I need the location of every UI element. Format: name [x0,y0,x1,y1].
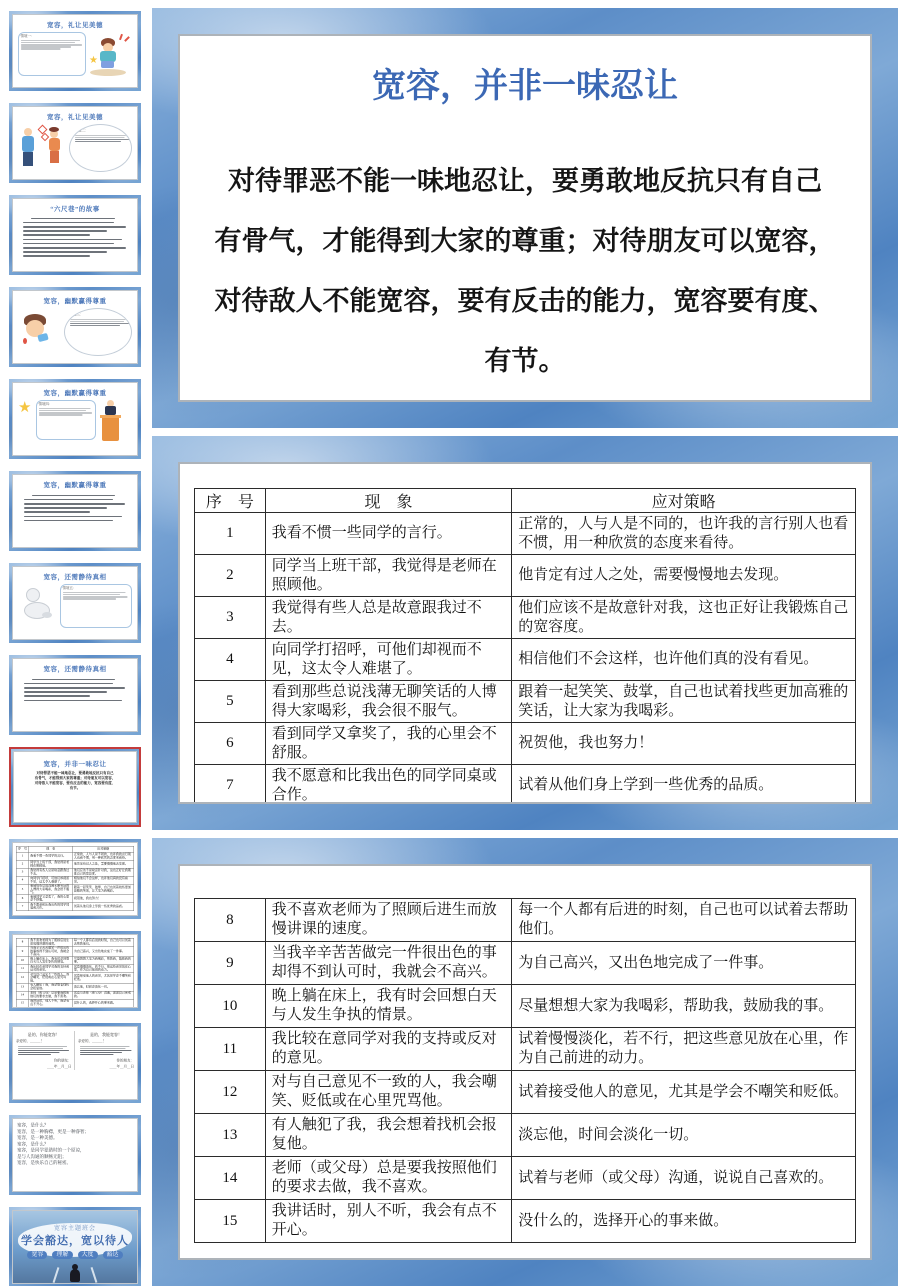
pier-rail [91,1267,97,1283]
slide-thumbnail-10[interactable] [9,839,141,919]
mini-table-1 [16,846,134,916]
text-line: 宽容，是什么？ [17,1122,49,1128]
phenomenon-cell: 看到那些总说浅薄无聊笑话的人博得大家喝彩，我会很不服气。 [29,884,73,894]
thumb-body [14,771,136,791]
strategy-cell: 每一个人都有后进的时刻，自己也可以试着去帮助他们。 [512,899,856,942]
row-number: 7 [195,765,266,805]
strategy-cell: 祝贺他，我也努力！ [73,895,134,903]
speech-bubble [60,584,132,628]
text-line: 有骨气，才能得到大家的尊重；对待朋友可以宽容， [34,776,116,780]
table-row [195,985,856,1028]
phenomenon-cell: 我不愿意和比我出色的同学同桌或合作。 [265,765,512,805]
slide-thumbnail-12[interactable] [9,1023,141,1103]
slide-body [180,151,870,391]
strategy-cell: 他们应该不是故意针对我，这也正好让我锻炼自己的宽容度。 [73,868,134,876]
text-line: 有节。 [69,786,81,790]
slide-page-table-2[interactable] [152,838,898,1286]
phenomenon-cell: 有人触犯了我，我会想着找机会报复他。 [29,983,73,991]
slide-thumbnail-14[interactable] [9,1207,141,1286]
row-number: 12 [195,1071,266,1114]
slide-thumbnail-13[interactable] [9,1115,141,1195]
phenomenon-cell: 我比较在意同学对我的支持或反对的意见。 [29,965,73,973]
phenomenon-cell: 同学当上班干部，我觉得是老师在照顾他。 [265,555,512,597]
table-row [16,946,134,956]
phenomenon-cell: 看到同学又拿奖了，我的心里会不舒服。 [265,723,512,765]
cover-slide [13,1211,137,1283]
mini-table-2 [16,938,134,1008]
phenomenon-cell: 我不愿意和比我出色的同学同桌或合作。 [29,903,73,911]
phenomenon-cell: 老师（或父母）总是要我按照他们的要求去做，我不喜欢。 [29,991,73,999]
figure-3d-icon [18,584,60,630]
thumb-text-placeholder [13,213,137,257]
row-number: 15 [16,999,29,1007]
phenomenon-cell: 向同学打招呼，可他们却视而不见，这太令人难堪了。 [29,876,73,884]
phenomenon-cell: 看到那些总说浅薄无聊笑话的人博得大家喝彩，我会很不服气。 [265,681,512,723]
table-row [16,983,134,991]
cloud-bubble [69,124,132,172]
slide-page-current[interactable] [152,8,898,428]
phenomenon-cell: 我看不惯一些同学的言行。 [29,852,73,860]
row-number: 1 [195,513,266,555]
letter-signature: 你的朋友： [54,1058,72,1063]
row-number: 13 [16,983,29,991]
text-line: 对待敌人不能宽容，要有反击的能力，宽容要有度、 [34,781,116,785]
row-number: 13 [195,1114,266,1157]
row-number: 12 [16,973,29,983]
strategy-cell: 相信他们不会这样，也许他们真的没有看见。 [512,639,856,681]
speech-bubble [18,32,86,76]
strategy-cell: 淡忘他，时间会淡化一切。 [512,1114,856,1157]
row-number: 11 [16,965,29,973]
strategy-cell: 试着慢慢淡化，若不行，把这些意见放在心里，作为自己前进的动力。 [512,1028,856,1071]
phenomenon-cell: 我觉得有些人总是故意跟我过不去。 [29,868,73,876]
row-number: 3 [195,597,266,639]
arguing-people-icon [18,124,69,172]
table-row [195,899,856,942]
table-row [16,895,134,903]
phenomenon-cell: 我讲话时，别人不听，我会有点不开心。 [265,1200,512,1243]
slide-thumbnail-11[interactable] [9,931,141,1011]
row-number: 9 [195,942,266,985]
phenomenon-cell: 老师（或父母）总是要我按照他们的要求去做，我不喜欢。 [265,1157,512,1200]
table-row [195,597,856,639]
letter-heading: 是的，你能宽容！ [27,1032,60,1037]
strategy-cell: 试着与老师（或父母）沟通，说说自己喜欢的。 [512,1157,856,1200]
strategy-cell: 为自己高兴，又出色地完成了一件事。 [73,946,134,956]
strategy-cell: 他肯定有过人之处，需要慢慢地去发现。 [512,555,856,597]
row-number: 15 [195,1200,266,1243]
table-row [195,942,856,985]
slide-thumbnail-3[interactable] [9,195,141,275]
slide-thumbnail-2[interactable] [9,103,141,183]
strategy-cell: 祝贺他，我也努力！ [512,723,856,765]
thumb-title: “六尺巷”的故事 [50,206,100,213]
phenomenon-cell: 同学当上班干部，我觉得是老师在照顾他。 [29,860,73,868]
row-number: 10 [16,957,29,965]
table-row [16,876,134,884]
table-row [195,1114,856,1157]
strategy-table-1 [194,488,856,804]
column-header: 现 象 [265,489,512,513]
strategy-cell: 试着从他们身上学到一些优秀的品质。 [512,765,856,805]
text-line: 是与人沟通的顺畅无阻； [17,1153,67,1159]
strategy-cell: 试着接受他人的意见，尤其是学会不嘲笑和贬低。 [73,973,134,983]
column-header: 现 象 [29,846,73,852]
text-line: 宽容，是一种胸襟，更是一种睿智； [17,1128,90,1134]
table [16,938,134,1007]
table-row [195,1157,856,1200]
strategy-cell: 试着慢慢淡化，若不行，把这些意见放在心里，作为自己前进的动力。 [73,965,134,973]
scene-label: 情境四： [38,402,53,406]
phenomenon-cell: 晚上躺在床上，我有时会回想白天与人发生争执的情景。 [265,985,512,1028]
row-number: 14 [195,1157,266,1200]
man-face-icon [18,308,64,356]
slide-thumbnail-9-selected[interactable] [9,747,141,827]
table-row [195,555,856,597]
podium-speaker-icon [96,400,128,450]
phenomenon-cell: 对与自己意见不一致的人，我会嘲笑、贬低或在心里咒骂他。 [29,973,73,983]
phenomenon-cell: 有人触犯了我，我会想着找机会报复他。 [265,1114,512,1157]
phenomenon-cell: 向同学打招呼，可他们却视而不见，这太令人难堪了。 [265,639,512,681]
slide-page-table-1[interactable] [152,436,898,830]
thumb-title: 宽容，幽默赢得尊重 [43,298,107,305]
strategy-cell: 尽量想想大家为我喝彩，帮助我，鼓励我的事。 [512,985,856,1028]
strategy-cell: 试着接受他人的意见，尤其是学会不嘲笑和贬低。 [512,1071,856,1114]
text-line: 宽容，是什么？ [17,1141,49,1147]
thumb-title: 宽容，礼让见美德 [47,22,103,29]
text-line: 宽容，是一种美德。 [17,1135,58,1140]
table-row [16,973,134,983]
phenomenon-cell: 对与自己意见不一致的人，我会嘲笑、贬低或在心里咒骂他。 [265,1071,512,1114]
row-number: 4 [195,639,266,681]
slide-thumbnail-6[interactable] [9,471,141,551]
slide-thumbnail-4[interactable] [9,287,141,367]
strategy-cell: 为自己高兴，又出色地完成了一件事。 [512,942,856,985]
phenomenon-cell: 晚上躺在床上，我有时会回想白天与人发生争执的情景。 [29,957,73,965]
text-line: 对待敌人不能宽容，要有反击的能力，宽容要有度、 [214,286,836,316]
table-row [16,868,134,876]
row-number: 9 [16,946,29,956]
thumb-text-placeholder [13,673,137,701]
thumb-text-placeholder [13,489,137,521]
letter-date: ＿＿年＿月＿日 [109,1064,134,1069]
table-row [195,1071,856,1114]
boy-illustration-icon: ★ [86,32,132,78]
table-row [195,765,856,805]
slide-title: 宽容，并非一味忍让 [372,68,678,105]
thumb-title: 宽容，礼让见美德 [47,114,103,121]
table-row [195,639,856,681]
letter-salutation: 亲爱的，＿＿＿！ [16,1039,44,1043]
table-row [16,957,134,965]
cover-pills [13,1251,137,1259]
slide-thumbnail-1[interactable] [9,11,141,91]
text-line: 宽容，是同学犯错时的一个原谅， [17,1147,85,1153]
row-number: 8 [195,899,266,942]
table-row [16,852,134,860]
phenomenon-cell: 我比较在意同学对我的支持或反对的意见。 [265,1028,512,1071]
column-header: 序 号 [18,847,28,851]
slide-thumbnail-7[interactable] [9,563,141,643]
strategy-cell: 每一个人都有后进的时刻，自己也可以试着去帮助他们。 [73,938,134,946]
text-line: 豁达 [103,1251,123,1259]
strategy-cell: 跟着一起笑笑、鼓掌，自己也试着找些更加高雅的笑话，让大家为我喝彩。 [512,681,856,723]
star-icon: ★ [18,399,32,416]
table-row [195,723,856,765]
scene-label: 情境三： [69,313,84,317]
phenomenon-cell: 看到同学又拿奖了，我的心里会不舒服。 [29,895,73,903]
table-row [195,681,856,723]
strategy-cell: 相信他们不会这样，也许他们真的没有看见。 [73,876,134,884]
phenomenon-cell: 当我辛辛苦苦做完一件很出色的事却得不到认可时，我就会不高兴。 [265,942,512,985]
strategy-cell: 正常的，人与人是不同的，也许我的言行别人也看不惯，用一种欣赏的态度来看待。 [512,513,856,555]
thumb-title: 宽容，还需静待真相 [43,666,107,673]
thumb-title: 宽容，幽默赢得尊重 [43,482,107,489]
text-line: 有骨气，才能得到大家的尊重；对待朋友可以宽容， [214,226,836,256]
table [16,846,134,911]
phenomenon-cell: 我不喜欢老师为了照顾后进生而放慢讲课的速度。 [29,938,73,946]
letter-heading: 是的，我能宽容！ [90,1032,122,1037]
table-row [195,1028,856,1071]
column-header: 序 号 [195,489,266,513]
letters-block [13,1031,137,1070]
strategy-cell: 跟着一起笑笑、鼓掌，自己也试着找些更加高雅的笑话，让大家为我喝彩。 [73,884,134,894]
table-row [195,513,856,555]
row-number: 8 [16,938,29,946]
row-number: 11 [195,1028,266,1071]
speech-bubble [36,400,96,440]
text-line: 对待罪恶不能一味地忍让，要勇敢地反抗只有自己 [36,771,114,775]
scene-label: 情境一： [20,34,35,38]
phenomenon-cell: 我看不惯一些同学的言行。 [265,513,512,555]
slide-thumbnail-8[interactable] [9,655,141,735]
strategy-cell: 淡忘他，时间会淡化一切。 [73,983,134,991]
text-line: 有节。 [484,346,566,376]
strategy-cell: 试着与老师（或父母）沟通，说说自己喜欢的。 [73,991,134,999]
row-number: 5 [16,884,29,894]
strategy-cell: 没什么的，选择开心的事来做。 [73,999,134,1007]
letter-salutation: 亲爱的，＿＿＿！ [78,1039,106,1043]
table-row [16,999,134,1007]
strategy-cell: 正常的，人与人是不同的，也许我的言行别人也看不惯，用一种欣赏的态度来看待。 [73,852,134,860]
strategy-table-2 [194,898,856,1243]
table-row [16,903,134,911]
slide-thumbnail-5[interactable] [9,379,141,459]
cloud-bubble [64,308,132,356]
pier-rail [53,1267,59,1283]
thumb-title: 宽容，并非一味忍让 [43,761,107,768]
text-line: 对待罪恶不能一味地忍让，要勇敢地反抗只有自己 [228,166,822,196]
phenomenon-cell: 当我辛辛苦苦做完一件很出色的事却得不到认可时，我就会不高兴。 [29,946,73,956]
table-row [16,965,134,973]
text-line: 宽容，是快乐自己的秘密。 [17,1160,72,1165]
girl-silhouette-icon [70,1269,80,1282]
row-number: 3 [16,868,29,876]
table-header-row [195,489,856,513]
row-number: 14 [16,991,29,999]
phenomenon-cell: 我觉得有些人总是故意跟我过不去。 [265,597,512,639]
row-number: 7 [16,903,29,911]
row-number: 4 [16,876,29,884]
table [194,898,856,1243]
cover-kicker: 宽容主题班会 [53,1226,96,1233]
strategy-cell: 他肯定有过人之处，需要慢慢地去发现。 [73,860,134,868]
definition-list [13,1119,138,1166]
table-row [195,1200,856,1243]
row-number: 6 [195,723,266,765]
row-number: 5 [195,681,266,723]
scene-label: 情境二： [74,129,89,133]
row-number: 10 [195,985,266,1028]
text-line: 宽容 [27,1251,47,1259]
row-number: 2 [16,860,29,868]
phenomenon-cell: 我讲话时，别人不听，我会有点不开心。 [29,999,73,1007]
strategy-cell: 尽量想想大家为我喝彩，帮助我，鼓励我的事。 [73,957,134,965]
row-number: 2 [195,555,266,597]
table [194,488,856,804]
strategy-cell: 试着从他们身上学到一些优秀的品质。 [73,903,134,911]
table-row [16,884,134,894]
text-line: 理解 [52,1251,72,1259]
table-row [16,938,134,946]
table-row [16,991,134,999]
row-number: 6 [16,895,29,903]
column-header: 应对策略 [512,489,856,513]
cover-title: 学会豁达，宽以待人 [21,1234,129,1247]
thumb-title: 宽容，还需静待真相 [43,574,107,581]
thumb-title: 宽容，幽默赢得尊重 [43,390,107,397]
row-number: 1 [16,852,29,860]
slide-thumbnail-panel[interactable] [0,0,150,1286]
phenomenon-cell: 我不喜欢老师为了照顾后进生而放慢讲课的速度。 [265,899,512,942]
letter-signature: 你的朋友： [116,1058,134,1063]
letter-date: ＿＿年＿月＿日 [47,1064,72,1069]
scene-label: 情境五： [62,586,77,590]
column-header: 应对策略 [73,846,134,852]
text-line: 大度 [78,1251,98,1259]
strategy-cell: 他们应该不是故意针对我，这也正好让我锻炼自己的宽容度。 [512,597,856,639]
table-row [16,860,134,868]
strategy-cell: 没什么的，选择开心的事来做。 [512,1200,856,1243]
